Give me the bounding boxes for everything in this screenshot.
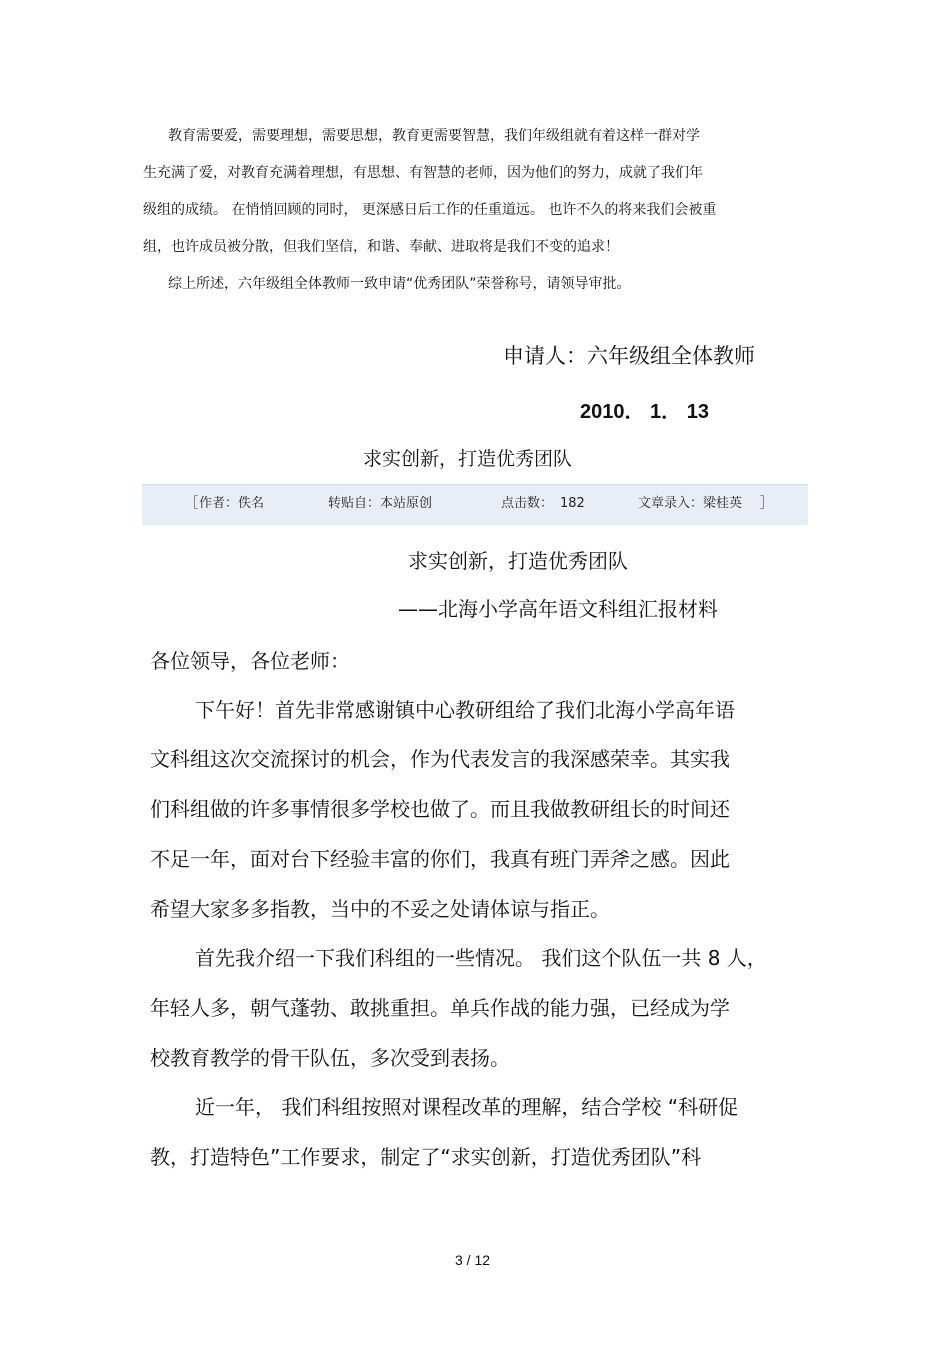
info-hits-label: 点击数： bbox=[501, 496, 554, 511]
article-salutation: 各位领导，各位老师： bbox=[150, 649, 350, 673]
paragraph-line: 年轻人多，朝气蓬勃、敢挑重担。单兵作战的能力强，已经成为学 bbox=[150, 996, 730, 1020]
info-editor: 文章录入：梁桂英 bbox=[638, 496, 743, 511]
article-header-title: 求实创新，打造优秀团队 bbox=[363, 448, 573, 470]
signature-date: 2010． 1． 13 bbox=[580, 401, 709, 423]
article-title: 求实创新，打造优秀团队 bbox=[408, 549, 628, 573]
paragraph-line: 校教育教学的骨干队伍，多次受到表扬。 bbox=[150, 1046, 510, 1070]
intro-conclusion: 综上所述，六年级组全体教师一致申请“优秀团队”荣誉称号，请领导审批。 bbox=[168, 276, 631, 292]
paragraph-line: 下午好！首先非常感谢镇中心教研组给了我们北海小学高年语 bbox=[195, 698, 735, 722]
intro-line-3: 级组的成绩。 在悄悄回顾的同时， 更深感日后工作的任重道远。 也许不久的将来我们会被重 bbox=[143, 202, 717, 218]
paragraph-line: 首先我介绍一下我们科组的一些情况。 我们这个队伍一共 8 人， bbox=[195, 946, 767, 970]
paragraph-line: 不足一年，面对台下经验丰富的你们，我真有班门弄斧之感。因此 bbox=[150, 847, 730, 871]
paragraph-line: 文科组这次交流探讨的机会，作为代表发言的我深感荣幸。其实我 bbox=[150, 747, 730, 771]
paragraph-line: 近一年， 我们科组按照对课程改革的理解，结合学校 “科研促 bbox=[195, 1095, 739, 1119]
applicant-signature: 申请人：六年级组全体教师 bbox=[503, 344, 755, 368]
paragraph-line: 教，打造特色”工作要求，制定了“求实创新，打造优秀团队”科 bbox=[150, 1145, 702, 1169]
page-number: 3 / 12 bbox=[455, 1252, 491, 1268]
intro-line-4: 组，也许成员被分散，但我们坚信，和谐、奉献、进取将是我们不变的追求！ bbox=[143, 239, 619, 255]
info-hits-value: 182 bbox=[560, 496, 585, 511]
paragraph-line: 希望大家多多指教，当中的不妥之处请体谅与指正。 bbox=[150, 897, 610, 921]
info-author: 作者：佚名 bbox=[199, 496, 265, 511]
intro-line-2: 生充满了爱，对教育充满着理想，有思想、有智慧的老师，因为他们的努力，成就了我们年 bbox=[143, 165, 703, 181]
article-subtitle: ——北海小学高年语文科组汇报材料 bbox=[398, 597, 718, 621]
info-close-bracket: ］ bbox=[760, 496, 774, 511]
paragraph-line: 们科组做的许多事情很多学校也做了。而且我做教研组长的时间还 bbox=[150, 797, 730, 821]
intro-line-1: 教育需要爱，需要理想，需要思想，教育更需要智慧，我们年级组就有着这样一群对学 bbox=[168, 128, 700, 144]
article-info-bar bbox=[142, 484, 808, 525]
info-source: 转贴自：本站原创 bbox=[328, 496, 433, 511]
info-open-bracket: ［ bbox=[185, 496, 199, 511]
